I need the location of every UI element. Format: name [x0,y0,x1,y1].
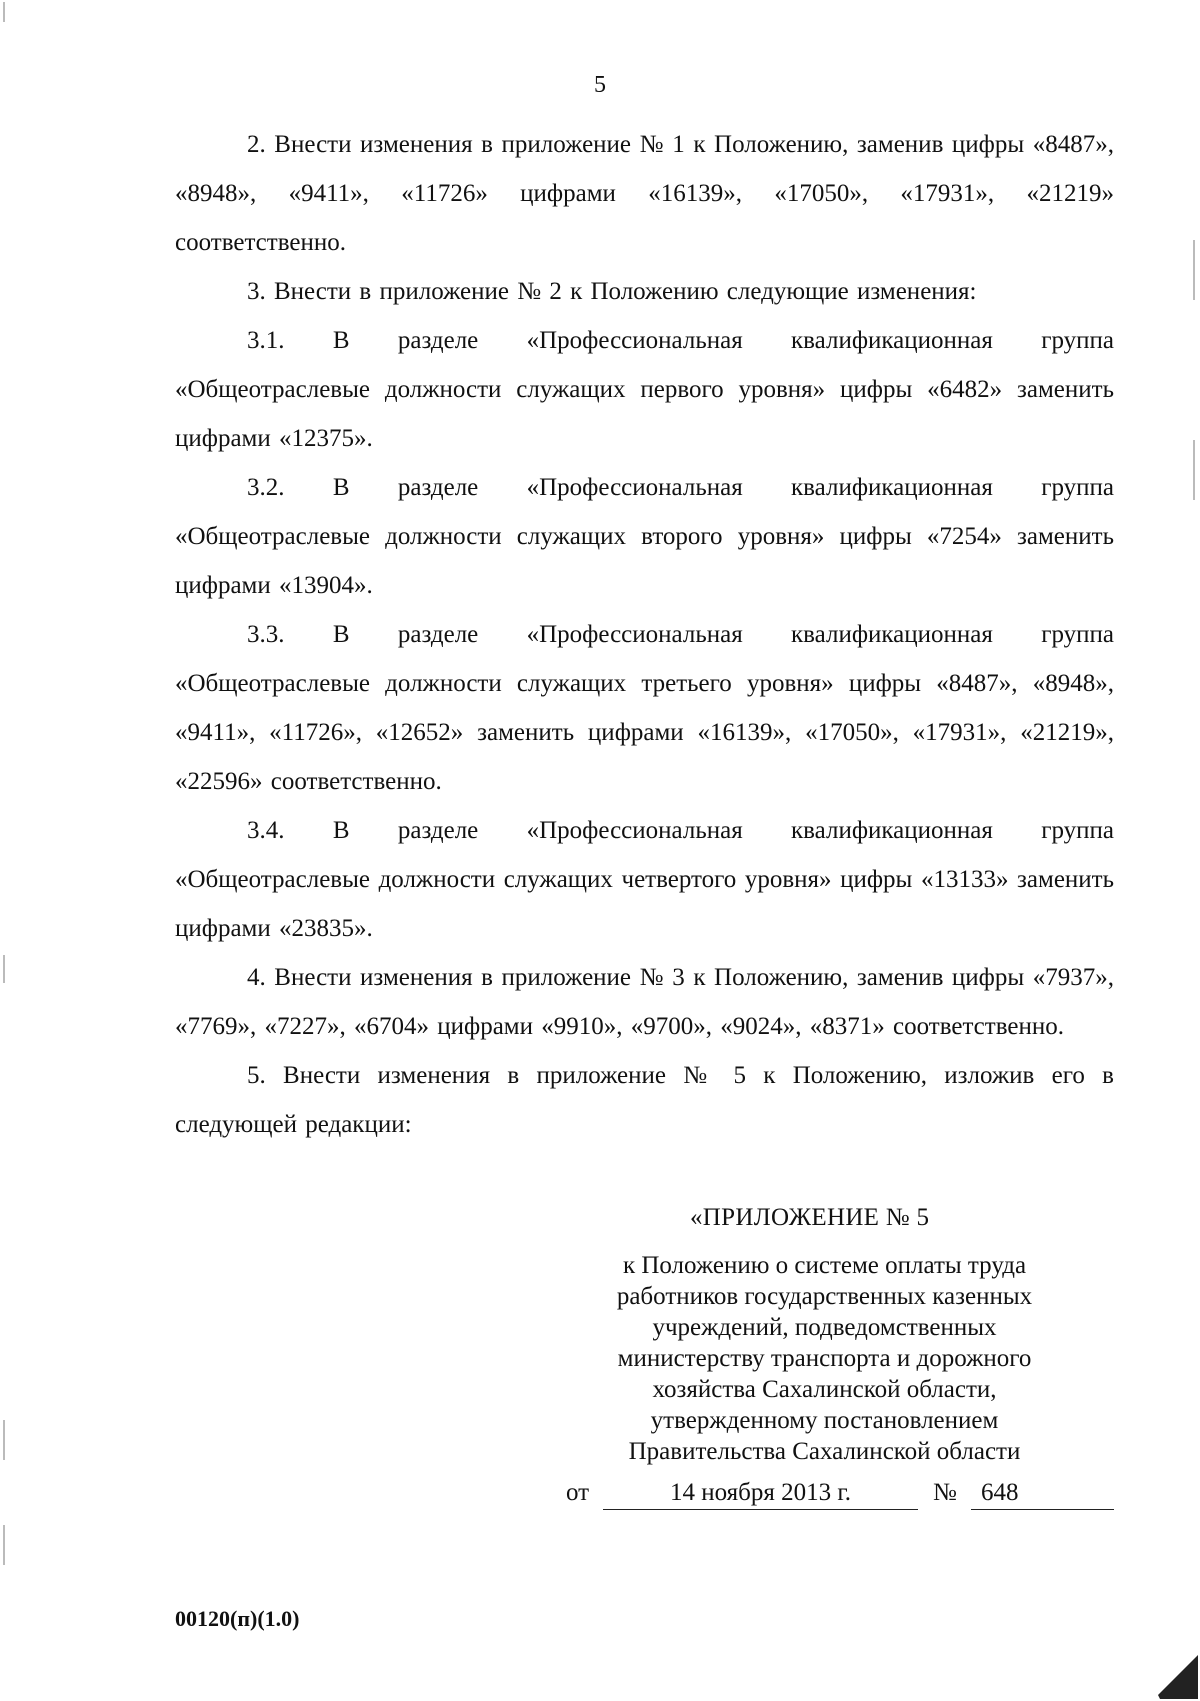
scan-mark [3,955,5,983]
scan-mark [3,1420,5,1460]
number-field: 648 [971,1475,1114,1510]
paragraph-3: 3. Внести в приложение № 2 к Положению следующие изменения: [247,278,977,305]
appendix-title: «ПРИЛОЖЕНИЕ № 5 [690,1204,930,1231]
paragraph-3-1: 3.1. В разделе «Профессиональная квалификационная группа «Общеотраслевые должности служащих первого уровня» цифры «6482» заменить цифрами «12375». [175,327,1114,452]
appendix-signature-row [566,1475,1114,1511]
date-field: 14 ноября 2013 г. [603,1475,918,1510]
appendix-caption-line: работников государственных казенных [616,1283,1033,1310]
appendix-caption-line: утвержденному постановлением [650,1407,999,1434]
paragraph-3-4: 3.4. В разделе «Профессиональная квалификационная группа «Общеотраслевые должности служащих четвертого уровня» цифры «13133» заменить цифрами «23835». [175,817,1114,942]
paragraph-2: 2. Внести изменения в приложение № 1 к Положению, заменив цифры «8487», «8948», «9411», «11726» цифрами «16139», «17050», «17931», «21219» соответственно. [175,131,1114,256]
scan-mark [1193,240,1195,300]
paragraph-3-3: 3.3. В разделе «Профессиональная квалификационная группа «Общеотраслевые должности служащих третьего уровня» цифры «8487», «8948», «9411», «11726», «12652» заменить цифрами «16139», «17050», «17931», «21219», «22596» соответственно. [175,621,1114,795]
appendix-caption-line: Правительства Сахалинской области [628,1438,1021,1465]
number-prefix: № [933,1479,957,1506]
paragraph-5: 5. Внести изменения в приложение № 5 к Положению, изложив его в следующей редакции: [175,1062,1114,1138]
document-code: 00120(п)(1.0) [175,1606,300,1631]
appendix-caption-line: министерству транспорта и дорожного [617,1345,1032,1372]
document-body [175,120,1114,1149]
corner-mark [1150,1645,1200,1701]
scan-mark [3,1525,5,1565]
appendix-caption-line: к Положению о системе оплаты труда [622,1252,1027,1279]
scan-mark [1193,440,1195,500]
appendix-caption [535,1250,1114,1467]
date-prefix: от [566,1479,590,1506]
appendix-caption-line: хозяйства Сахалинской области, [652,1376,997,1403]
paragraph-3-2: 3.2. В разделе «Профессиональная квалификационная группа «Общеотраслевые должности служащих второго уровня» цифры «7254» заменить цифрами «13904». [175,474,1114,599]
appendix-caption-line: учреждений, подведомственных [652,1314,997,1341]
scan-mark [3,2,5,22]
page-number: 5 [594,72,606,98]
paragraph-4: 4. Внести изменения в приложение № 3 к Положению, заменив цифры «7937», «7769», «7227», «6704» цифрами «9910», «9700», «9024», «8371» соответственно. [175,964,1114,1040]
